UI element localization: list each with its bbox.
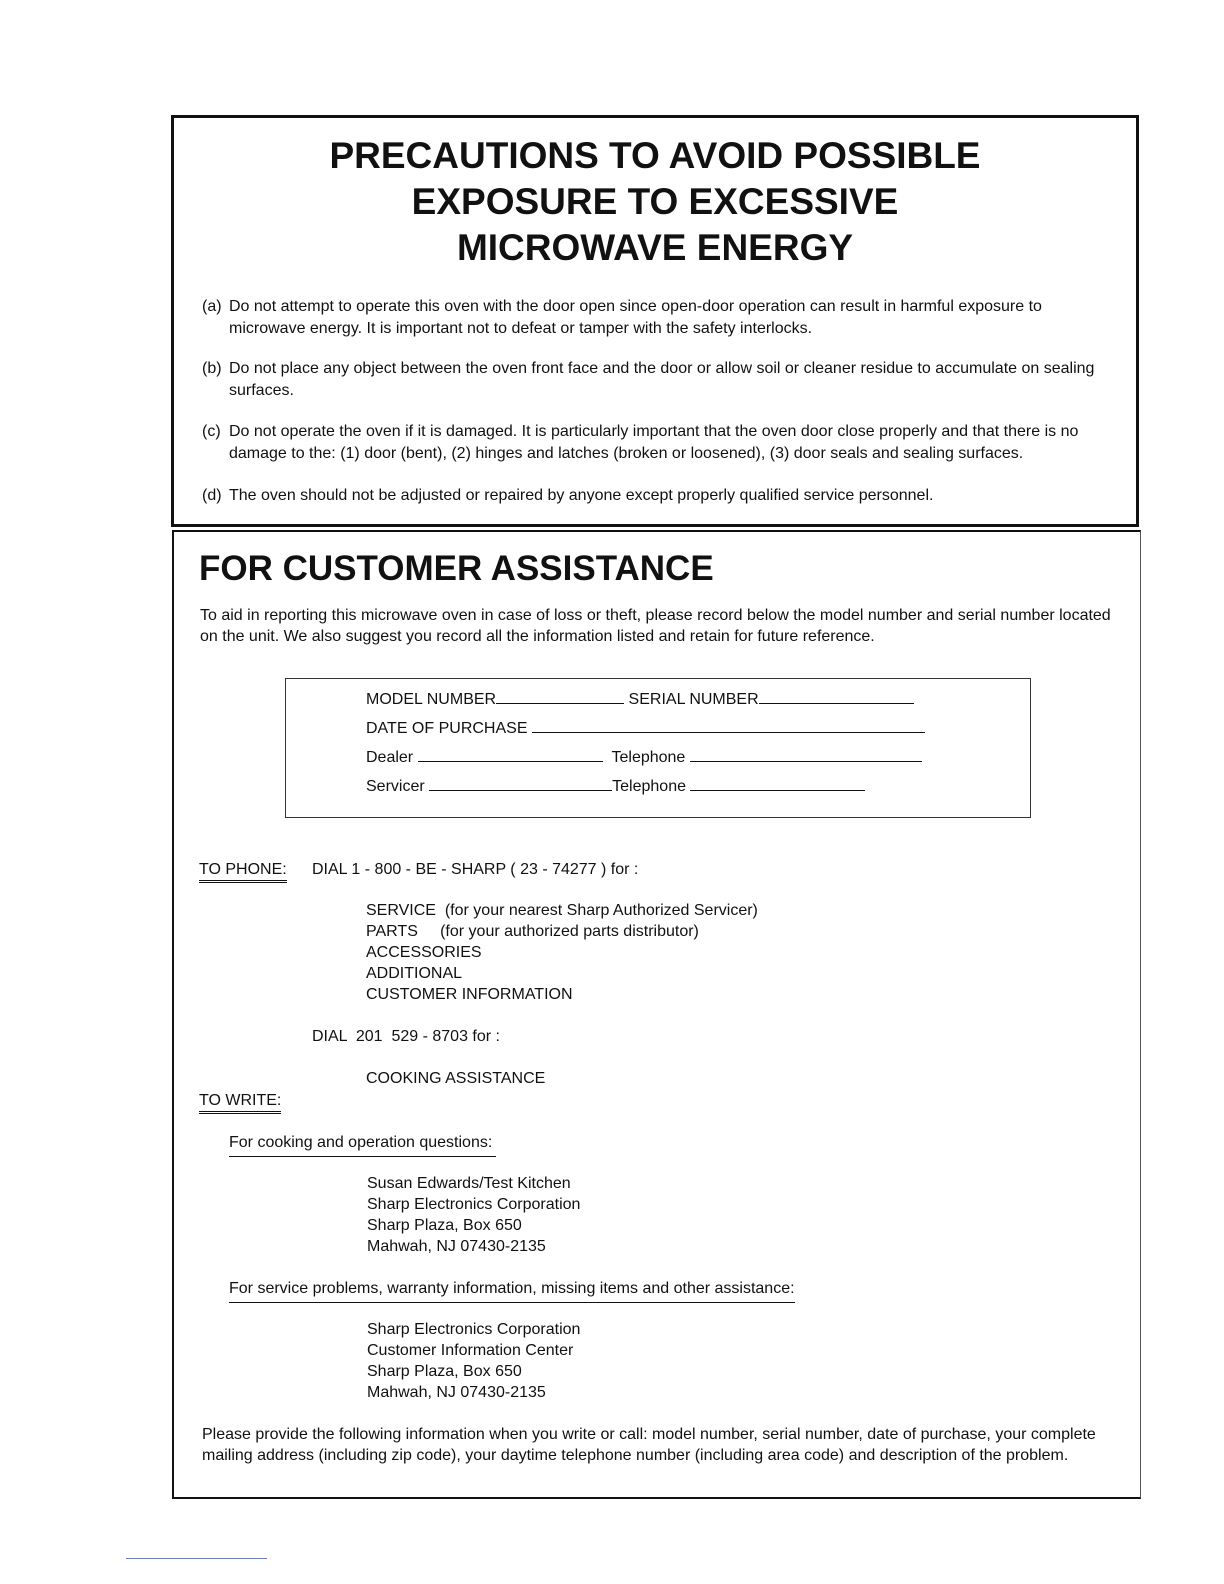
item-label: (b) [202, 360, 222, 377]
phone-cooking-assistance: COOKING ASSISTANCE [366, 1070, 546, 1087]
record-form [285, 678, 1031, 818]
footer-rule [126, 1558, 267, 1559]
phone-customer-info: CUSTOMER INFORMATION [366, 986, 573, 1003]
cooking-address-line: Mahwah, NJ 07430-2135 [367, 1238, 546, 1255]
dealer-telephone-field[interactable] [690, 747, 922, 762]
phone-parts: PARTS (for your authorized parts distributor) [366, 923, 699, 940]
to-phone-label: TO PHONE: [199, 859, 287, 883]
phone-service: SERVICE (for your nearest Sharp Authorized Servicer) [366, 902, 758, 919]
precaution-item-d [202, 485, 1114, 507]
dealer-telephone-label: Telephone [611, 749, 686, 766]
cooking-address-line: Susan Edwards/Test Kitchen [367, 1175, 571, 1192]
model-number-field[interactable] [496, 689, 624, 704]
service-address-line: Sharp Plaza, Box 650 [367, 1363, 522, 1380]
precautions-title-line-3: MICROWAVE ENERGY [456, 227, 854, 268]
service-problems-heading: For service problems, warranty information, missing items and other assistance: [229, 1278, 795, 1303]
dealer-field[interactable] [418, 747, 603, 762]
servicer-telephone-field[interactable] [690, 776, 865, 791]
cooking-questions-heading: For cooking and operation questions: [229, 1132, 496, 1157]
assistance-intro: To aid in reporting this microwave oven in case of loss or theft, please record below the model number and serial number located on the unit. We also suggest you record all the information listed and retain for future reference. [200, 607, 1111, 645]
precaution-item-b [202, 358, 1114, 402]
item-label: (a) [202, 298, 222, 315]
phone-additional: ADDITIONAL [366, 965, 463, 982]
service-address-line: Mahwah, NJ 07430-2135 [367, 1384, 546, 1401]
assistance-title: FOR CUSTOMER ASSISTANCE [199, 549, 714, 588]
model-number-label: MODEL NUMBER [366, 691, 497, 708]
dial-1800: DIAL 1 - 800 - BE - SHARP ( 23 - 74277 ) for : [312, 861, 639, 878]
dealer-label: Dealer [366, 749, 414, 766]
servicer-telephone-label: Telephone [612, 778, 686, 795]
precautions-title-line-1: PRECAUTIONS TO AVOID POSSIBLE [329, 135, 981, 176]
servicer-label: Servicer [366, 778, 425, 795]
service-address-line: Customer Information Center [367, 1342, 574, 1359]
cooking-address-line: Sharp Plaza, Box 650 [367, 1217, 522, 1234]
dial-201: DIAL 201 529 - 8703 for : [312, 1028, 500, 1045]
date-of-purchase-field[interactable] [532, 718, 925, 733]
service-address-line: Sharp Electronics Corporation [367, 1321, 581, 1338]
closing-paragraph: Please provide the following information when you write or call: model number, serial number, date of purchase, your complete mailing address (including zip code), your daytime telephone number (including area code) and description of the problem. [202, 1426, 1096, 1464]
item-text: Do not attempt to operate this oven with the door open since open-door operation can result in harmful exposure to microwave energy. It is important not to defeat or tamper with the safety interlocks. [229, 298, 1042, 337]
precaution-item-a [202, 296, 1114, 340]
assistance-box [172, 530, 1141, 1499]
item-text: Do not place any object between the oven front face and the door or allow soil or cleaner residue to accumulate on sealing surfaces. [229, 360, 1095, 399]
cooking-address-line: Sharp Electronics Corporation [367, 1196, 581, 1213]
phone-accessories: ACCESSORIES [366, 944, 482, 961]
servicer-field[interactable] [429, 776, 612, 791]
item-text: The oven should not be adjusted or repaired by anyone except properly qualified service personnel. [229, 487, 934, 504]
precaution-item-c [202, 421, 1114, 465]
item-label: (d) [202, 487, 222, 504]
serial-number-field[interactable] [759, 689, 914, 704]
item-text: Do not operate the oven if it is damaged. It is particularly important that the oven door close properly and that there is no damage to the: (1) door (bent), (2) hinges and latches (broken or loosened), (3) door seals and sealing surfaces. [229, 423, 1079, 462]
item-label: (c) [202, 423, 221, 440]
precautions-title-line-2: EXPOSURE TO EXCESSIVE [411, 181, 899, 222]
serial-number-label: SERIAL NUMBER [628, 691, 759, 708]
date-of-purchase-label: DATE OF PURCHASE [366, 720, 528, 737]
to-write-label: TO WRITE: [199, 1090, 281, 1114]
